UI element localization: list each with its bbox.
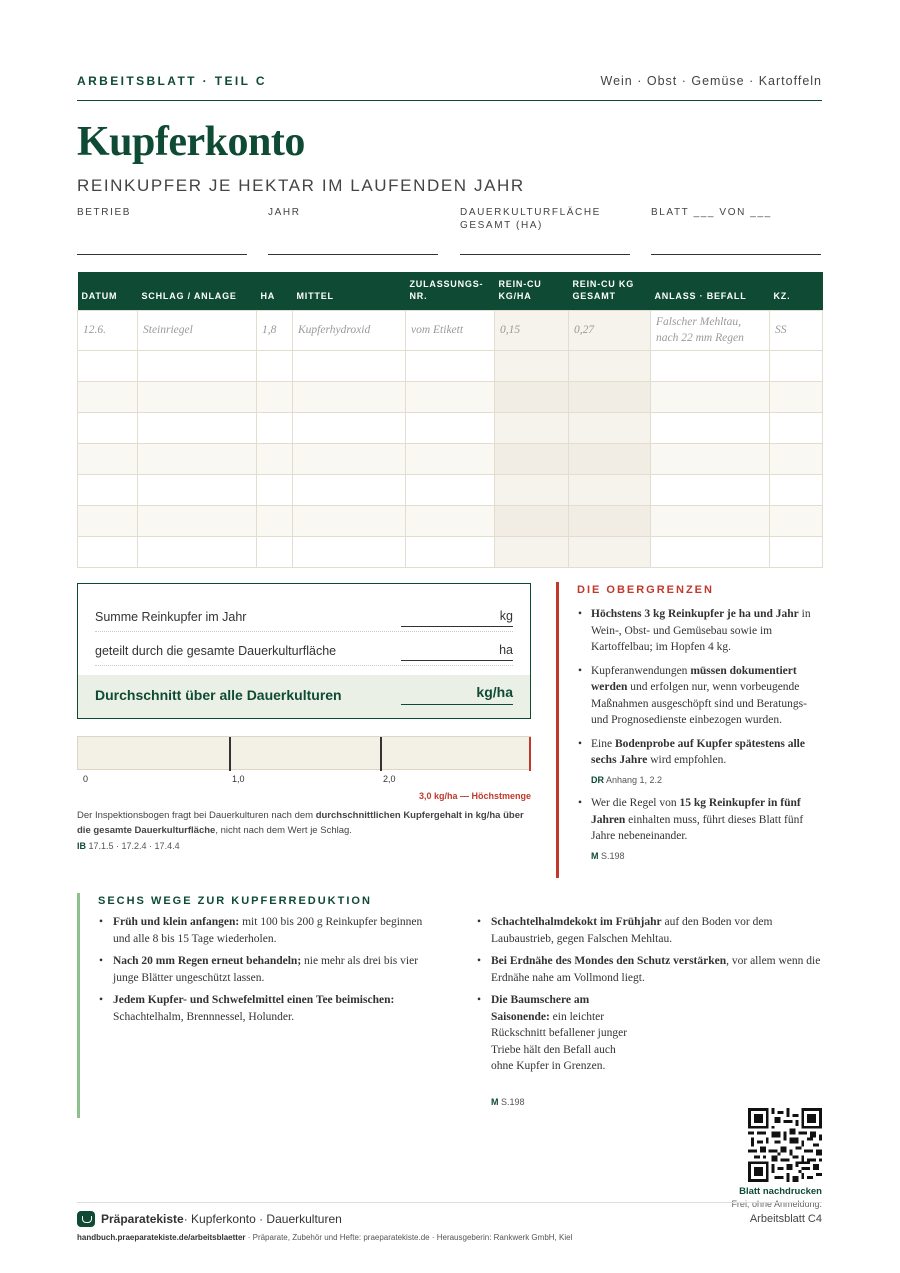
sheet-number: Arbeitsblatt C4	[749, 1213, 822, 1225]
limit-item: • Wer die Regel von 15 kg Reinkupfer in fünf Jahren einhalten muss, führt dieses Blatt fünf Jahre nebeneinander. M S.198	[577, 795, 822, 864]
table-row[interactable]	[78, 350, 823, 381]
crop-list: Wein · Obst · Gemüse · Kartoffeln	[600, 74, 822, 88]
table-cell: Kupferhydroxid	[293, 310, 406, 350]
limit-item: • Höchstens 3 kg Reinkupfer je ha und Jahr in Wein-, Obst- und Gemüsebau sowie im Kartoffelbau; im Hopfen 4 kg.	[577, 606, 822, 656]
table-row[interactable]	[78, 381, 823, 412]
way-item: • Die Baumschere am Saisonende: ein leichter Rückschnitt befallener junger Triebe hält den Befall auch ohne Kupfer in Grenzen.	[475, 992, 635, 1075]
footer-divider	[77, 1202, 822, 1203]
scale-tick-label: 0	[83, 774, 89, 784]
summary-row-area	[95, 632, 513, 666]
qr-code-icon[interactable]	[748, 1108, 822, 1182]
copper-log-table	[77, 272, 823, 568]
brand-context: · Kupferkonto · Dauerkulturen	[183, 1212, 342, 1226]
col-header: REIN-CU KG GESAMT	[569, 272, 651, 310]
table-cell: 1,8	[257, 310, 293, 350]
scale-tick-label: 1,0	[232, 774, 245, 784]
col-header: HA	[257, 272, 293, 310]
limits-heading: DIE OBERGRENZEN	[577, 584, 714, 596]
qr-caption-title[interactable]: Blatt nachdrucken	[739, 1186, 822, 1197]
scale-tick-label: 2,0	[383, 774, 396, 784]
table-cell: Steinriegel	[138, 310, 257, 350]
summary-total	[78, 675, 530, 718]
col-header: MITTEL	[293, 272, 406, 310]
scale-limit-tick	[529, 737, 531, 771]
table-row[interactable]	[78, 536, 823, 567]
scale-tick	[380, 737, 382, 771]
summary-label: Summe Reinkupfer im Jahr	[95, 610, 247, 624]
scale-limit-label: 3,0 kg/ha — Höchstmenge	[418, 791, 531, 801]
table-row[interactable]	[78, 505, 823, 536]
col-header: SCHLAG / ANLAGE	[138, 272, 257, 310]
scale-note: Der Inspektionsbogen fragt bei Dauerkulturen nach dem durchschnittlichen Kupfergehalt in kg/ha über die gesamte Dauerkulturfläche, nicht nach dem Wert je Schlag.	[77, 810, 524, 836]
sum-input[interactable]: kg	[401, 607, 513, 627]
table-cell: 0,15	[495, 310, 569, 350]
way-item: • Jedem Kupfer- und Schwefelmittel einen Tee beimischen: Schachtelhalm, Brennnessel, Holunder.	[97, 992, 437, 1025]
field-flaeche[interactable]	[460, 206, 630, 255]
footer-link[interactable]: handbuch.praeparatekiste.de/arbeitsblaetter	[77, 1233, 246, 1242]
table-cell: vom Etikett	[406, 310, 495, 350]
page-title: Kupferkonto	[77, 119, 305, 165]
limit-item: • Kupferanwendungen müssen dokumentiert werden und erfolgen nur, wenn vorbeugende Maßnahmen ausgeschöpft sind und Beratungs- und Prognosedienste einbezogen wurden.	[577, 663, 822, 729]
field-label: DAUERKULTURFLÄCHE GESAMT (HA)	[460, 207, 601, 231]
qr-caption	[731, 1186, 822, 1209]
field-blatt[interactable]	[651, 206, 821, 255]
col-header: ZULASSUNGS-NR.	[406, 272, 495, 310]
brand-name: Präparatekiste	[101, 1212, 184, 1226]
sheet-kicker: ARBEITSBLATT · TEIL C	[77, 74, 267, 88]
way-item: • Nach 20 mm Regen erneut behandeln; nie mehr als drei bis vier junge Blätter ungeschützt lassen.	[97, 953, 437, 986]
footer-brand	[77, 1211, 342, 1227]
summary-label: geteilt durch die gesamte Dauerkulturfläche	[95, 644, 337, 658]
col-header: REIN-CU KG/HA	[495, 272, 569, 310]
scale-tick	[229, 737, 231, 771]
table-row[interactable]	[78, 443, 823, 474]
way-item: • Schachtelhalmdekokt im Frühjahr auf den Boden vor dem Laubaustrieb, gegen Falschen Mehltau.	[475, 914, 825, 947]
field-label: JAHR	[268, 207, 301, 218]
way-item: • Bei Erdnähe des Mondes den Schutz verstärken, vor allem wenn die Erdnähe nahe am Vollmond liegt.	[475, 953, 825, 986]
reduction-reference: M S.198	[491, 1097, 525, 1107]
copper-scale	[77, 736, 531, 770]
scale-reference: IB 17.1.5 · 17.2.4 · 17.4.4	[77, 841, 180, 851]
total-input[interactable]: kg/ha	[401, 684, 513, 705]
brand-logo-icon	[77, 1211, 95, 1227]
reduction-heading: SECHS WEGE ZUR KUPFERREDUKTION	[98, 895, 372, 907]
col-header: ANLASS · BEFALL	[651, 272, 770, 310]
limit-reference: M S.198	[591, 850, 625, 861]
col-header: DATUM	[78, 272, 138, 310]
field-label: BETRIEB	[77, 207, 131, 218]
field-label: BLATT ___ VON ___	[651, 207, 772, 218]
col-header: KZ.	[770, 272, 823, 310]
field-betrieb[interactable]	[77, 206, 247, 255]
total-label: Durchschnitt über alle Dauerkulturen	[95, 687, 342, 703]
qr-caption-sub: Frei, ohne Anmeldung.	[731, 1199, 822, 1209]
table-row[interactable]	[78, 412, 823, 443]
example-row	[78, 310, 823, 350]
summary-box	[77, 583, 531, 719]
area-input[interactable]: ha	[401, 641, 513, 661]
table-header-row	[78, 272, 823, 310]
header-bar	[77, 74, 822, 101]
page-subtitle: REINKUPFER JE HEKTAR IM LAUFENDEN JAHR	[77, 176, 525, 195]
field-jahr[interactable]	[268, 206, 438, 255]
table-cell: SS	[770, 310, 823, 350]
table-cell: 12.6.	[78, 310, 138, 350]
limits-panel	[556, 582, 822, 878]
summary-row-sum	[95, 598, 513, 632]
limit-item: • Eine Bodenprobe auf Kupfer spätestens alle sechs Jahre wird empfohlen. DR Anhang 1, 2.2	[577, 736, 822, 789]
table-cell: Falscher Mehltau, nach 22 mm Regen	[651, 310, 770, 350]
table-cell: 0,27	[569, 310, 651, 350]
reduction-panel	[77, 893, 821, 1118]
way-item: • Früh und klein anfangen: mit 100 bis 200 g Reinkupfer beginnen und alle 8 bis 15 Tage wiederholen.	[97, 914, 437, 947]
footer-url: handbuch.praeparatekiste.de/arbeitsblaetter · Präparate, Zubehör und Hefte: praeparatekiste.de · Herausgeberin: Rankwerk GmbH, Kiel	[77, 1233, 573, 1242]
limit-reference: DR Anhang 1, 2.2	[591, 774, 663, 785]
table-row[interactable]	[78, 474, 823, 505]
